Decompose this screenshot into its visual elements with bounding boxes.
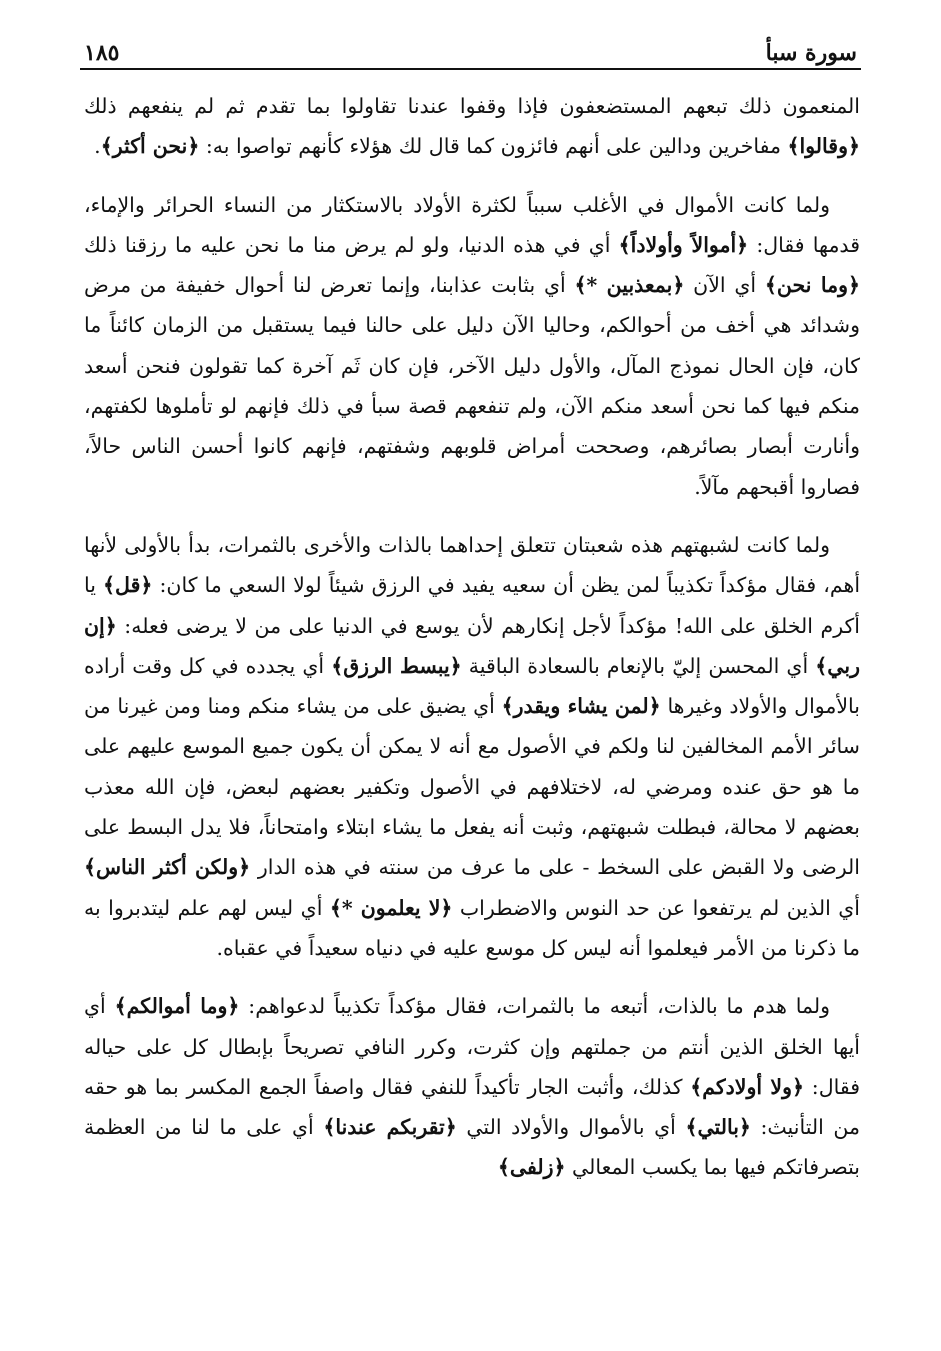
commentary-text: .: [94, 134, 101, 159]
surah-title: سورة سبأ: [765, 40, 857, 66]
commentary-text: أي المحسن إليّ بالإنعام بالسعادة الباقية: [461, 653, 816, 678]
commentary-text: يا أكرم الخلق على الله! مؤكداً لأجل إنكارهم لأن يوسع في الدنيا على من لا يرضى فعله:: [84, 573, 860, 638]
page-number: ١٨٥: [84, 40, 120, 66]
commentary-text: ولما كانت لشبهتهم هذه شعبتان تتعلق إحداهما بالذات والأخرى بالثمرات، بدأ بالأولى لأنها أهم، فقال مؤكداً تكذيباً لمن يظن أن سعيه يفيد في الرزق شيئاً لولا السعي ما كان:: [84, 532, 861, 598]
paragraph: [84, 86, 860, 167]
body-text: [84, 86, 860, 1188]
commentary-text: أي الذين لم يرتفعوا عن حد النوس والاضطراب: [452, 895, 860, 920]
quran-quote: ﴿لا يعلمون *﴾: [329, 895, 453, 920]
commentary-text: كذلك، وأثبت الجار تأكيداً للنفي فقال واصفاً الجمع المكسر بما هو حقه من التأنيث:: [84, 1074, 860, 1140]
paragraph: [84, 525, 860, 968]
commentary-text: أي الآن: [684, 273, 765, 298]
commentary-text: ولما هدم ما بالذات، أتبعه ما بالثمرات، فقال مؤكداً تكذيباً لدعواهم:: [239, 994, 830, 1019]
commentary-text: أي بالأموال والأولاد التي: [456, 1115, 686, 1140]
commentary-text: مفاخرين ودالين على أنهم فائزون كما قال لك هؤلاء كأنهم تواصوا به:: [199, 134, 788, 159]
quran-quote: ﴿زلفى﴾: [497, 1155, 566, 1180]
commentary-text: المنعمون ذلك تبعهم المستضعفون فإذا وقفوا عندنا تقاولوا بما تقدم ثم لم ينفعهم ذلك: [84, 94, 860, 118]
quran-quote: ﴿ولا أولادكم﴾: [690, 1074, 805, 1099]
quran-quote: ﴿لمن يشاء ويقدر﴾: [501, 694, 661, 719]
commentary-text: أي بثابت عذابنا، وإنما تعرض لنا أحوال خفيفة من مرض وشدائد هي أخف من أحوالكم، وحاليا الآن دليل على حالنا فيما يستقبل من الزمان كائناً ما كان، فإن الحال نموذج المآل، والأول دليل الآخر، فإن كان ثَم آخرة كما تقولون فنحن أسعد منكم فيها كما نحن أسعد منكم الآن، ولم تنفعهم قصة سبأ في ذلك فإنهم لو تأملوها لكفتهم، وأنارت أبصار بصائرهم، وصححت أمراض قلوبهم وشفتهم، فإنهم كانوا أحسن الناس حالاً، فصاروا أقبحهم مآلاً.: [84, 273, 860, 499]
quran-quote: ﴿يبسط الرزق﴾: [331, 653, 462, 678]
paragraph: [84, 986, 860, 1187]
commentary-text: أي ليس لهم علم ليتدبروا به ما ذكرنا من الأمر فيعلموا أنه ليس كل موسع عليه في دنياه سعيداً في عقباه.: [84, 895, 860, 960]
quran-quote: ﴿وما نحن﴾: [764, 273, 860, 298]
quran-quote: ﴿ولكن أكثر الناس﴾: [84, 855, 251, 880]
quran-quote: ﴿تقربكم عندنا﴾: [323, 1115, 457, 1140]
commentary-text: أي أيها الخلق الذين أنتم من جملتهم وإن كثرت، وكرر النافي تصريحاً بإبطال كل على حياله فقال:: [84, 994, 860, 1099]
commentary-text: أي يضيق على من يشاء منكم ومنا ومن غيرنا من سائر الأمم المخالفين لنا ولكم في الأصول مع أنه لا يمكن أن يكون جميع الموسع عليهم على ما هو حق عنده ومرضي له، لاختلافهم في الأصول وتكفير بعضهم لبعض، فإن الله معذب بعضهم لا محالة، فبطلت شبهتهم، وثبت أنه يفعل ما يشاء ابتلاء وامتحاناً، فلا يدل البسط على الرضى ولا القبض على السخط - على ما عرف من سنته في هذه الدار: [84, 694, 860, 880]
quran-quote: ﴿نحن أكثر﴾: [100, 134, 200, 159]
quran-quote: ﴿بالتي﴾: [685, 1115, 751, 1140]
commentary-text: أي على ما لنا من العظمة بتصرفاتكم فيها بما يكسب المعالي: [84, 1115, 860, 1180]
quran-quote: ﴿وما أموالكم﴾: [114, 994, 240, 1019]
commentary-text: ولما كانت الأموال في الأغلب سبباً لكثرة الأولاد بالاستكثار من النساء الحرائر والإماء، قدمها فقال:: [84, 192, 860, 257]
quran-quote: ﴿بمعذبين *﴾: [574, 273, 685, 298]
commentary-text: أي يجدده في كل وقت أراده بالأموال والأولاد وغيرها: [84, 653, 860, 719]
paragraph: [84, 185, 860, 507]
page-header: [80, 36, 861, 70]
commentary-text: أي في هذه الدنيا، ولو لم يرض منا ما نحن عليه ما رزقنا ذلك: [84, 232, 619, 257]
quran-quote: ﴿إن ربي﴾: [84, 613, 860, 678]
header-rule: [80, 68, 861, 70]
quran-quote: ﴿وقالوا﴾: [787, 134, 860, 159]
quran-quote: ﴿قل﴾: [103, 573, 153, 598]
quran-quote: ﴿أموالاً وأولاداً﴾: [618, 232, 749, 257]
